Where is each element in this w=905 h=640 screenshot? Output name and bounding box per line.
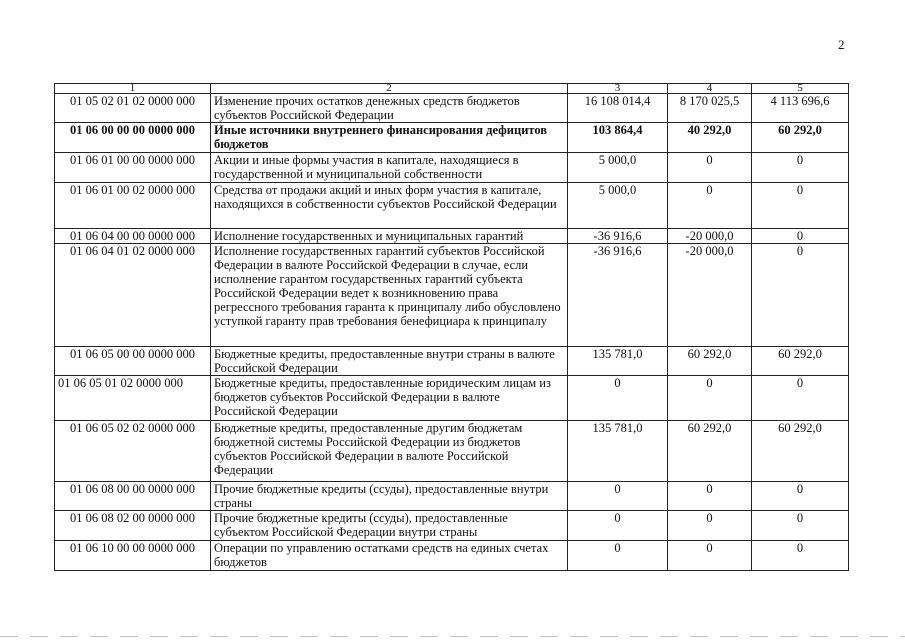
row-value-col3: 0	[568, 541, 668, 571]
row-value-col3: -36 916,6	[568, 229, 668, 244]
row-value-col5: 0	[752, 229, 849, 244]
table-row	[55, 376, 849, 421]
table-row	[55, 94, 849, 123]
table-row	[55, 541, 849, 571]
row-value-col4: 60 292,0	[668, 347, 752, 376]
row-code: 01 06 08 02 00 0000 000	[55, 511, 211, 541]
table-row	[55, 421, 849, 482]
row-description: Бюджетные кредиты, предоставленные внутри страны в валюте Российской Федерации	[211, 347, 568, 376]
row-value-col3: 0	[568, 511, 668, 541]
sources-table	[54, 83, 849, 571]
row-description: Акции и иные формы участия в капитале, находящиеся в государственной и муниципальной собственности	[211, 153, 568, 183]
row-value-col5: 60 292,0	[752, 123, 849, 153]
row-value-col4: 0	[668, 511, 752, 541]
row-value-col3: 5 000,0	[568, 153, 668, 183]
row-code: 01 06 10 00 00 0000 000	[55, 541, 211, 571]
col-header-4: 4	[668, 84, 752, 94]
row-value-col3: 103 864,4	[568, 123, 668, 153]
row-value-col5: 0	[752, 183, 849, 229]
row-value-col4: -20 000,0	[668, 229, 752, 244]
row-description: Изменение прочих остатков денежных средств бюджетов субъектов Российской Федерации	[211, 94, 568, 123]
row-value-col5: 0	[752, 244, 849, 347]
table-row	[55, 347, 849, 376]
table-row	[55, 482, 849, 511]
row-value-col4: 0	[668, 153, 752, 183]
row-code: 01 06 05 02 02 0000 000	[55, 421, 211, 482]
row-value-col4: -20 000,0	[668, 244, 752, 347]
row-value-col3: 0	[568, 376, 668, 421]
row-description: Исполнение государственных и муниципальных гарантий	[211, 229, 568, 244]
col-header-2: 2	[211, 84, 568, 94]
row-value-col5: 0	[752, 482, 849, 511]
row-value-col3: -36 916,6	[568, 244, 668, 347]
col-header-5: 5	[752, 84, 849, 94]
row-code: 01 06 05 00 00 0000 000	[55, 347, 211, 376]
row-description: Бюджетные кредиты, предоставленные юридическим лицам из бюджетов субъектов Российской Федерации в валюте Российской Федерации	[211, 376, 568, 421]
row-description: Исполнение государственных гарантий субъектов Российской Федерации в валюте Российской Федерации в случае, если исполнение гарантом государственных гарантий субъекта Российской Федерации ведет к возникновению права регрессного требования гаранта к принципалу либо обусловлено уступкой гаранту прав требования бенефициара к принципалу	[211, 244, 568, 347]
row-code: 01 06 04 01 02 0000 000	[55, 244, 211, 347]
row-value-col5: 0	[752, 153, 849, 183]
row-code: 01 06 01 00 00 0000 000	[55, 153, 211, 183]
row-description: Операции по управлению остатками средств на единых счетах бюджетов	[211, 541, 568, 571]
row-value-col5: 0	[752, 541, 849, 571]
table-row	[55, 229, 849, 244]
row-description: Прочие бюджетные кредиты (ссуды), предоставленные субъектом Российской Федерации внутри страны	[211, 511, 568, 541]
row-value-col5: 0	[752, 511, 849, 541]
col-header-3: 3	[568, 84, 668, 94]
row-value-col4: 0	[668, 376, 752, 421]
row-code: 01 06 01 00 02 0000 000	[55, 183, 211, 229]
row-description: Прочие бюджетные кредиты (ссуды), предоставленные внутри страны	[211, 482, 568, 511]
row-value-col4: 0	[668, 541, 752, 571]
scan-edge-divider	[0, 636, 905, 637]
row-code: 01 05 02 01 02 0000 000	[55, 94, 211, 123]
row-value-col4: 60 292,0	[668, 421, 752, 482]
row-value-col5: 60 292,0	[752, 421, 849, 482]
page-number: 2	[838, 37, 845, 52]
row-code: 01 06 00 00 00 0000 000	[55, 123, 211, 153]
row-value-col4: 40 292,0	[668, 123, 752, 153]
row-value-col3: 0	[568, 482, 668, 511]
table-body	[55, 94, 849, 571]
table-row	[55, 183, 849, 229]
row-value-col3: 16 108 014,4	[568, 94, 668, 123]
row-value-col5: 60 292,0	[752, 347, 849, 376]
row-code: 01 06 04 00 00 0000 000	[55, 229, 211, 244]
table-row	[55, 244, 849, 347]
row-value-col4: 8 170 025,5	[668, 94, 752, 123]
row-value-col3: 5 000,0	[568, 183, 668, 229]
row-description: Иные источники внутреннего финансирования дефицитов бюджетов	[211, 123, 568, 153]
header-row	[55, 84, 849, 94]
row-description: Средства от продажи акций и иных форм участия в капитале, находящихся в собственности субъектов Российской Федерации	[211, 183, 568, 229]
row-value-col3: 135 781,0	[568, 421, 668, 482]
row-code: 01 06 05 01 02 0000 000	[55, 376, 211, 421]
row-description: Бюджетные кредиты, предоставленные другим бюджетам бюджетной системы Российской Федерации из бюджетов субъектов Российской Федерации в валюте Российской Федерации	[211, 421, 568, 482]
row-value-col5: 4 113 696,6	[752, 94, 849, 123]
table-row	[55, 511, 849, 541]
table-row	[55, 153, 849, 183]
col-header-1: 1	[55, 84, 211, 94]
table-header	[55, 84, 849, 94]
row-value-col5: 0	[752, 376, 849, 421]
row-value-col4: 0	[668, 183, 752, 229]
table-row	[55, 123, 849, 153]
row-value-col4: 0	[668, 482, 752, 511]
row-value-col3: 135 781,0	[568, 347, 668, 376]
row-code: 01 06 08 00 00 0000 000	[55, 482, 211, 511]
